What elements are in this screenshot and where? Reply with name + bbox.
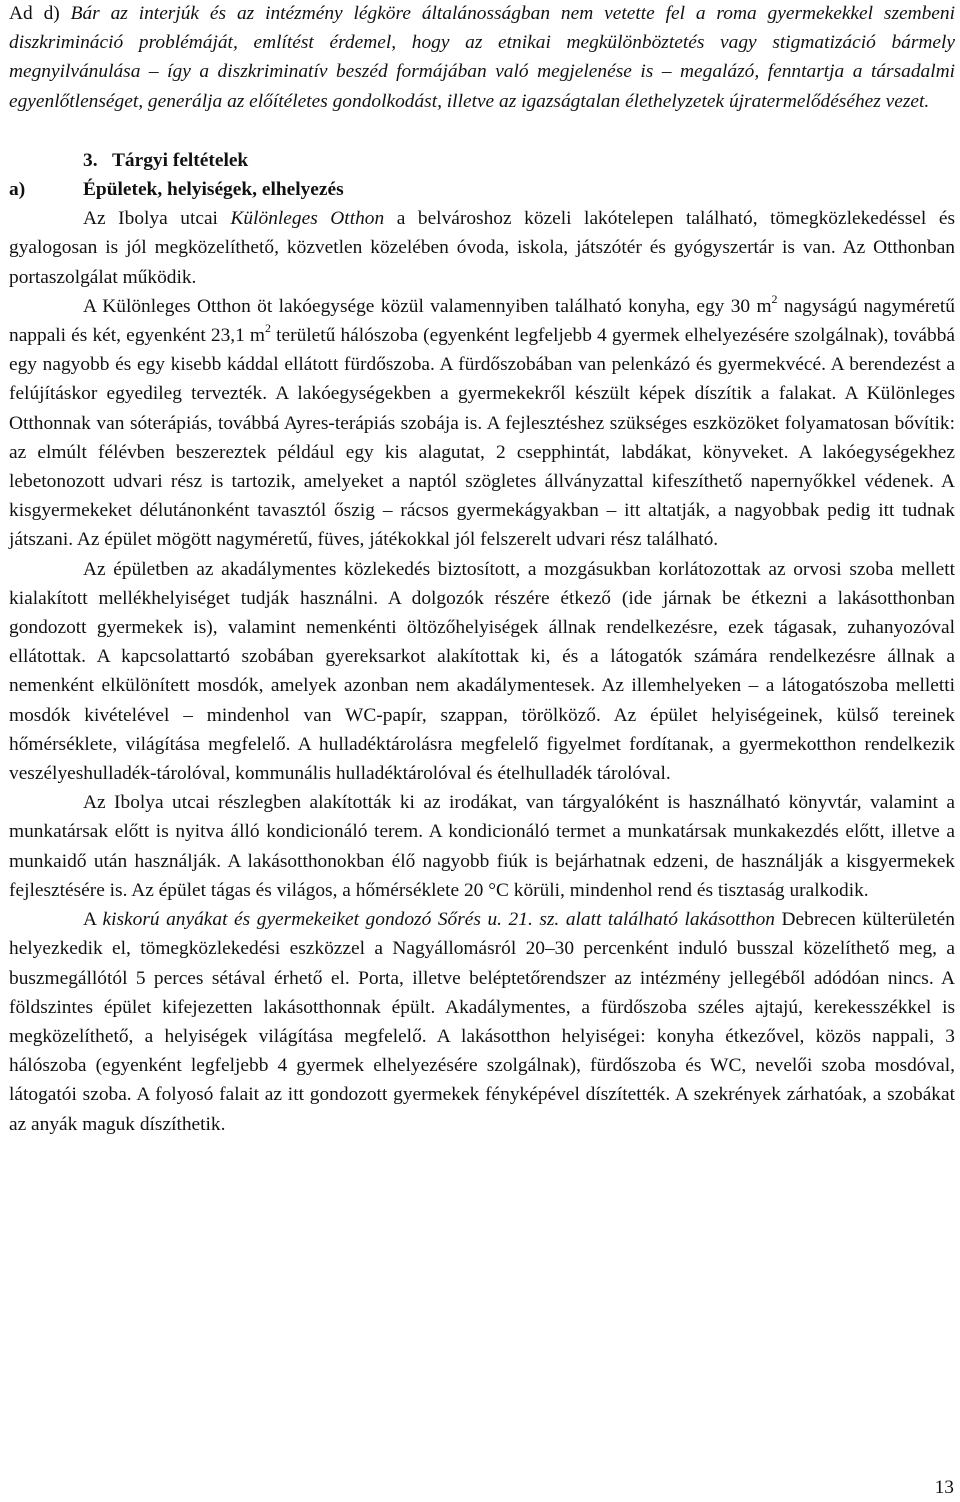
p5-text-italic: kiskorú anyákat és gyermekeiket gondozó Sőrés u. 21. sz. alatt található lakásotthon: [102, 909, 775, 931]
paragraph-accessibility: Az épületben az akadálymentes közlekedés biztosított, a mozgásukban korlátozottak az orvosi szoba mellett kialakított mellékhelyiséget tudják használni. A dolgozók részére étkező (ide járnak be étkezni a lakásotthonban gondozott gyermekek is), valamint nemenkénti öltözőhelyiségek állnak rendelkezésre, ezek tágasak, zuhanyozóval ellátottak. A kapcsolattartó szobában gyereksarkot alakítottak ki, és a látogatók számára rendelkezésre állnak a nemenként elkülönített mosdók, amelyek azonban nem akadálymentesek. Az illemhelyeken – a látogatószoba melletti mosdók kivételével – mindenhol van WC-papír, szappan, törölköző. Az épület helyiségeinek, külső tereinek hőmérséklete, világítása megfelelő. A hulladéktárolásra megfelelő figyelmet fordítanak, a gyermekotthon rendelkezik veszélyeshulladék-tárolóval, kommunális hulladéktárolóval és ételhulladék tárolóval.: [9, 558, 955, 785]
p1-text-a: Az Ibolya utcai: [83, 208, 231, 230]
p2-text-b: nagyságú nagyméretű nappali és két, egyenként 23,1 m: [9, 295, 955, 347]
p2-text-a: A Különleges Otthon öt lakóegysége közül valamennyiben található konyha, egy 30 m: [83, 295, 772, 317]
section-number: 3.: [83, 149, 98, 171]
paragraph-offices: Az Ibolya utcai részlegben alakították ki az irodákat, van tárgyalóként is használható könyvtár, valamint a munkatársak előtt is nyitva álló kondicionáló terem. A kondicionáló termet a munkatársak munkakezdés előtt, illetve a munkaidő után használják. A lakásotthonokban élő nagyobb fiúk is bejárhatnak edzeni, de használják a kisgyermekek fejlesztésére is. Az épület tágas és világos, a hőmérséklete 20 °C körüli, mindenhol rend és tisztaság uralkodik.: [9, 792, 955, 901]
p2-sup-2: 2: [265, 321, 272, 336]
subsection-label: a): [9, 179, 26, 201]
p5-text-c: Debrecen külterületén helyezkedik el, tömegközlekedési eszközzel a Nagyállomásról 20–30 percenként induló busszal közelíthető meg, a buszmegállótól 5 perces sétával érhető el. Porta, illetve beléptetőrendszer az intézmény jellegéből adódóan nincs. A földszintes épület kifejezetten lakásotthonnak épült. Akadálymentes, a fürdőszoba széles ajtajú, kerekesszékkel is megközelíthető, a helyiségek világítása megfelelő. A lakásotthon helyiségei: konyha étkezővel, közös nappali, 3 hálószoba (egyenként legfeljebb 4 gyermek elhelyezésére szolgálnak), fürdőszoba és WC, nevelői szoba mosdóval, látogatói szoba. A folyosó falait az itt gondozott gyermekek fényképével díszítették. A szekrények zárhatóak, a szobákat az anyák maguk díszíthetik.: [9, 909, 955, 1135]
ad-d-label: Ad d): [9, 3, 71, 24]
subsection-heading: [9, 175, 955, 204]
paragraph-units: [9, 292, 955, 555]
subsection-title: Épületek, helyiségek, elhelyezés: [83, 179, 344, 201]
p1-text-italic: Különleges Otthon: [230, 208, 385, 230]
document-page: [9, 0, 955, 1139]
ad-d-text: Bár az interjúk és az intézmény légköre általánosságban nem vetette fel a roma gyermekekkel szembeni diszkrimináció problémáját, említést érdemel, hogy az etnikai megkülönböztetés vagy stigmatizáció bármely megnyilvánulása – így a diszkriminatív beszéd formájában való megjelenése is – megalázó, fenntartja a társadalmi egyenlőtlenséget, generálja az előítéletes gondolkodást, illetve az igazságtalan élethelyzetek újratermelődéséhez vezet.: [9, 3, 955, 112]
section-title: Tárgyi feltételek: [112, 149, 249, 171]
page-number: 13: [934, 1477, 954, 1498]
p5-text-a: A: [83, 909, 103, 931]
p1-text-c: a belvároshoz közeli lakótelepen található, tömegközlekedéssel és gyalogosan is jól megközelíthető, közvetlen közelében óvoda, iskola, játszótér és gyógyszertár is van. Az Otthonban portaszolgálat működik.: [9, 208, 955, 288]
paragraph-sores-home: [9, 905, 955, 1139]
section-heading: [9, 146, 955, 175]
spacer: [9, 116, 955, 146]
p2-text-c: területű hálószoba (egyenként legfeljebb 4 gyermek elhelyezésére szolgálnak), továbbá egy nagyobb és egy kisebb káddal ellátott fürdőszoba. A fürdőszobában van pelenkázó és gyermekvécé. A berendezést a felújításkor egyedileg tervezték. A lakóegységekben a gyermekekről készült képek díszítik a falakat. A Különleges Otthonnak van sóterápiás, továbbá Ayres-terápiás szobája is. A fejlesztéshez szükséges eszközöket folyamatosan bővítik: az elmúlt félévben beszereztek például egy kis alagutat, 2 csepphintát, labdákat, könyveket. A lakóegységekhez lebetonozott udvari rész is tartozik, amelyeket a naptól szögletes állványzattal kifeszíthető napernyőkkel védenek. A kisgyermekeket délutánonként tavasztól őszig – rácsos gyermekágyakban – itt altatják, a nagyobbak pedig itt tudnak játszani. Az épület mögött nagyméretű, füves, játékokkal jól felszerelt udvari rész található.: [9, 325, 956, 551]
paragraph-location: [9, 204, 955, 292]
paragraph-ad-d: [9, 0, 955, 116]
p2-sup-1: 2: [771, 291, 778, 306]
